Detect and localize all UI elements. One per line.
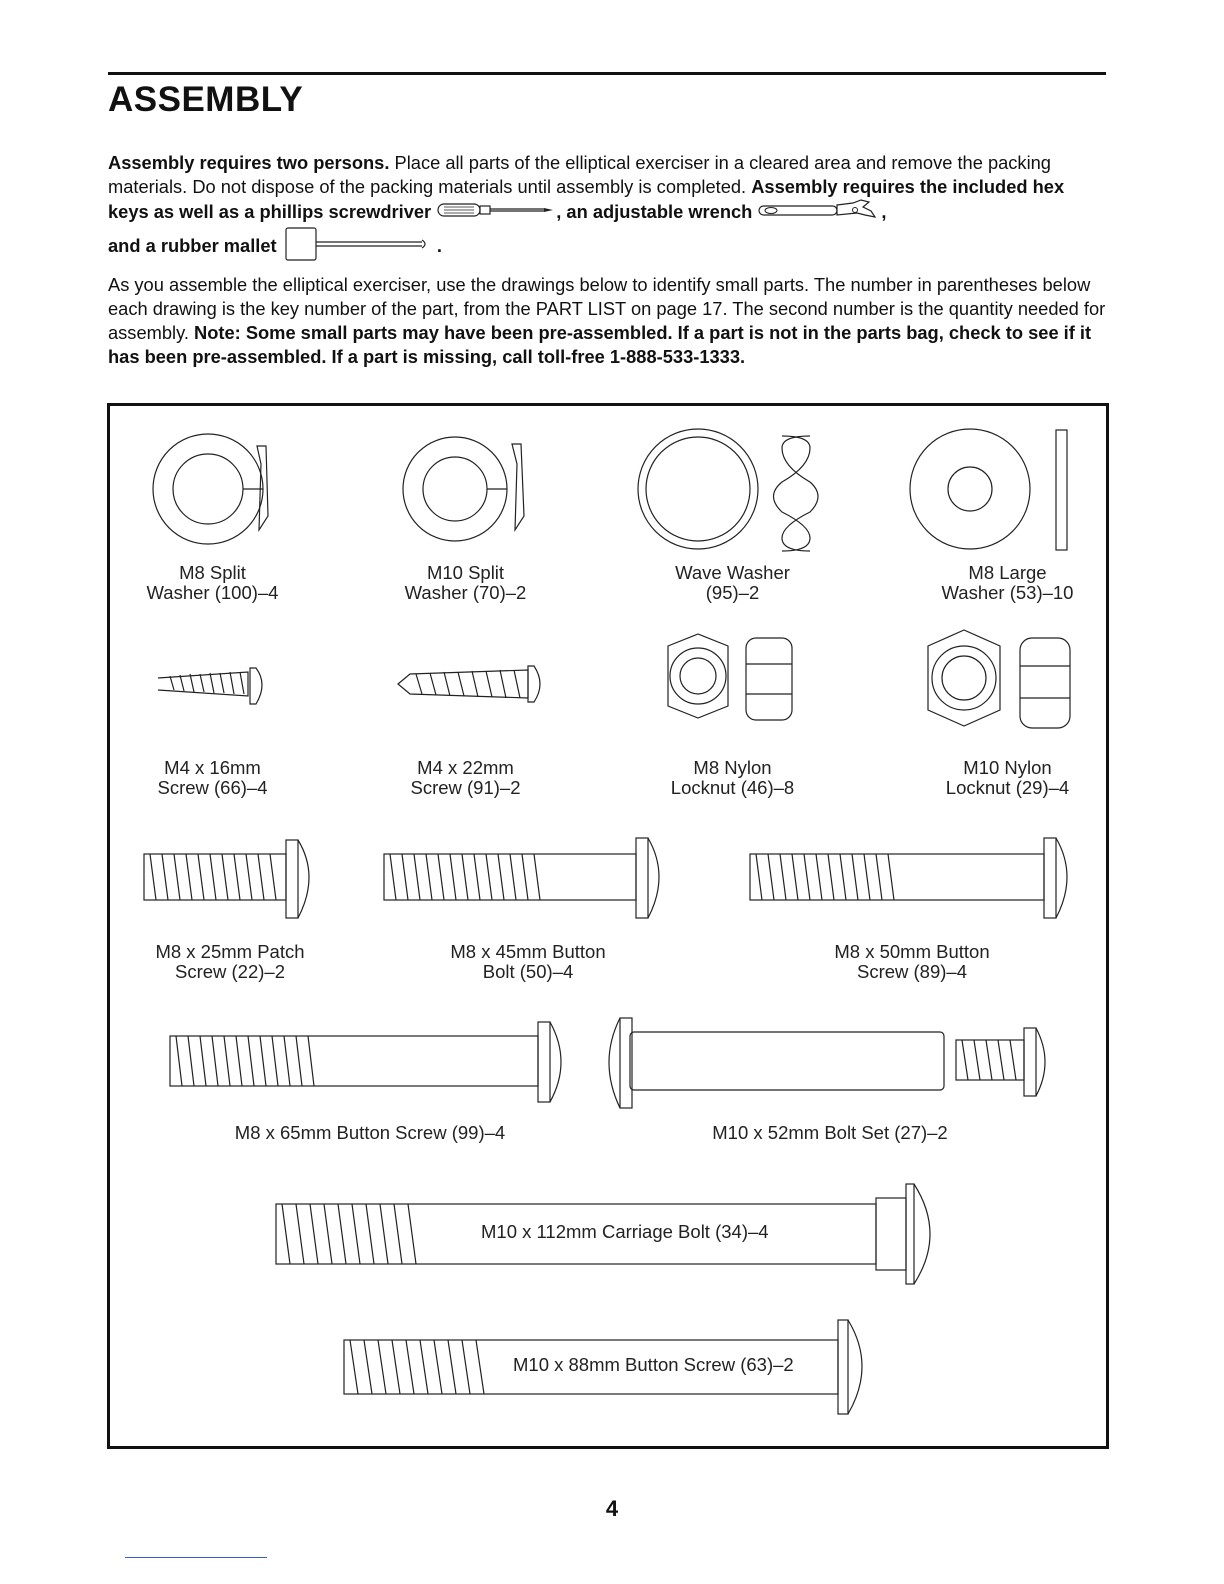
label-m8-large-washer: M8 Large Washer (53)–10 [941,562,1074,603]
m8x50-button-screw-icon [750,838,1067,918]
label-m8x50-button-screw: M8 x 50mm Button Screw (89)–4 [834,941,990,982]
intro-bold-1: Assembly requires two persons. [108,152,390,173]
intro-comma: , [881,200,887,222]
intro-bold-2: Assembly requires the included hex keys as well as a phillips screwdriver [108,176,1065,222]
label-m8x65-button-screw: M8 x 65mm Button Screw (99)–4 [234,1122,506,1143]
intro-period: . [436,234,442,256]
label-m8x25-patch-screw: M8 x 25mm Patch Screw (22)–2 [155,941,305,982]
label-wave-washer: Wave Washer (95)–2 [675,562,790,603]
label-m8-split-washer: M8 Split Washer (100)–4 [146,562,279,603]
footer-line [125,1557,267,1558]
m8x65-button-screw-icon [170,1022,561,1102]
label-m4x22-screw: M4 x 22mm Screw (91)–2 [410,757,521,798]
mallet-icon [282,227,432,267]
label-m8-nylon-locknut: M8 Nylon Locknut (46)–8 [670,757,795,798]
label-m10x112-carriage-bolt: M10 x 112mm Carriage Bolt (34)–4 [481,1221,769,1242]
intro-text-1: Place all parts of the elliptical exerciser in a cleared area and remove the packing materials. Do not dispose of the packing materials until assembly is completed. [108,152,1051,197]
page-number: 4 [605,1496,619,1521]
label-m4x16-screw: M4 x 16mm Screw (66)–4 [157,757,268,798]
parts-panel [107,403,1109,1449]
label-m10x88-button-screw: M10 x 88mm Button Screw (63)–2 [513,1354,794,1375]
instructions-paragraph [108,273,1108,369]
m4x16-screw-icon [158,668,262,704]
m10-split-washer-icon [403,437,524,541]
intro-bold-3: , an adjustable wrench [556,200,753,222]
m4x22-screw-icon [398,666,540,702]
m8x25-patch-screw-icon [144,840,309,918]
m10-nylon-locknut-icon [928,630,1070,728]
instructions-text: As you assemble the elliptical exerciser, use the drawings below to identify small parts. The number in parentheses below each drawing is the key number of the part, from the PART LIST on page 17. The second number is the quantity needed for assembly. [108,274,1106,343]
m8-large-washer-icon [910,429,1067,550]
instructions-note: Note: Some small parts may have been pre-assembled. If a part is not in the parts bag, check to see if it has been pre-assembled. If a part is missing, call toll-free 1-888-533-1333. [108,322,1092,367]
label-m10-split-washer: M10 Split Washer (70)–2 [404,562,527,603]
parts-drawings [110,406,1106,1446]
header-rule [108,72,1106,75]
wrench-icon [757,199,881,227]
page-title: ASSEMBLY [108,80,304,119]
wave-washer-icon [638,429,818,551]
label-m8x45-button-bolt: M8 x 45mm Button Bolt (50)–4 [450,941,606,982]
intro-paragraph [108,151,1108,267]
m10x52-bolt-set-icon [609,1018,1045,1108]
m8-nylon-locknut-icon [668,634,792,720]
intro-bold-4: and a rubber mallet [108,234,277,256]
label-m10-nylon-locknut: M10 Nylon Locknut (29)–4 [945,757,1070,798]
m8-split-washer-icon [153,434,268,544]
screwdriver-icon [436,201,556,225]
m8x45-button-bolt-icon [384,838,659,918]
label-m10x52-bolt-set: M10 x 52mm Bolt Set (27)–2 [712,1122,948,1143]
